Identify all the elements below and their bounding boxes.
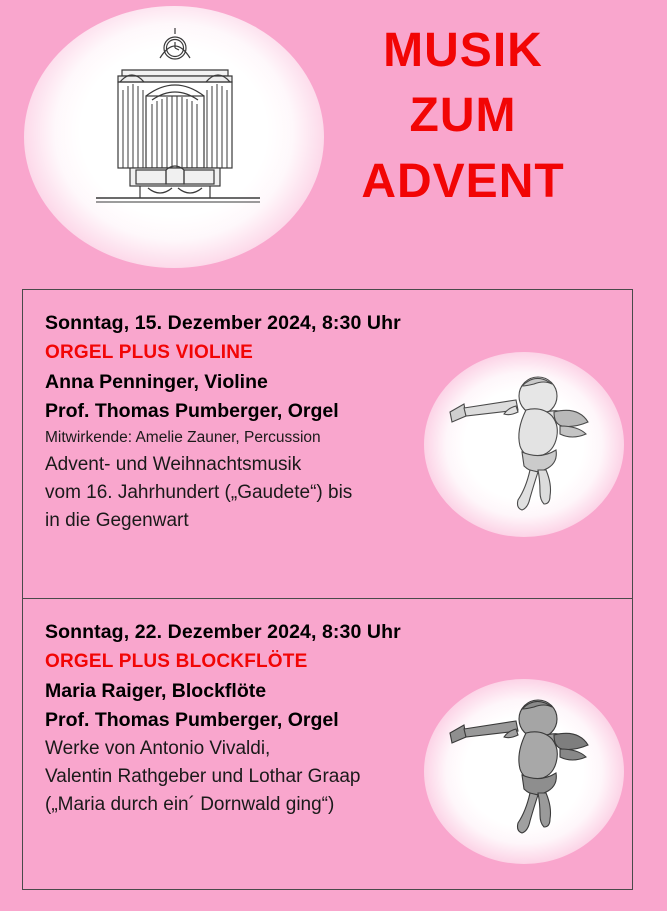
event-note: Mitwirkende: Amelie Zauner, Percussion: [45, 429, 321, 446]
poster-header: [0, 0, 667, 278]
event-description: Advent- und Weihnachtsmusik: [45, 454, 302, 475]
event-date: Sonntag, 22. Dezember 2024, 8:30 Uhr: [45, 621, 401, 643]
event-kind: ORGEL PLUS BLOCKFLÖTE: [45, 651, 308, 672]
angel-illustration: [424, 679, 624, 864]
event-description: Werke von Antonio Vivaldi,: [45, 738, 271, 759]
event-kind: ORGEL PLUS VIOLINE: [45, 342, 254, 363]
title-line-1: MUSIK: [383, 24, 543, 77]
event-performer: Maria Raiger, Blockflöte: [45, 680, 267, 702]
pipe-organ-icon: [60, 18, 290, 233]
event-description: („Maria durch ein´ Dornwald ging“): [45, 794, 335, 815]
trumpeting-angel-icon: [442, 687, 612, 857]
trumpeting-angel-icon: [442, 360, 612, 530]
poster-title: [293, 18, 633, 214]
event-description: Valentin Rathgeber und Lothar Graap: [45, 766, 361, 787]
title-line-2: ZUM: [409, 89, 517, 143]
title-line-3: ADVENT: [361, 154, 565, 208]
event-performer: Prof. Thomas Pumberger, Orgel: [45, 709, 339, 731]
event-panel: [22, 598, 633, 890]
event-date: Sonntag, 15. Dezember 2024, 8:30 Uhr: [45, 312, 401, 334]
event-panel: [22, 289, 633, 598]
angel-illustration: [424, 352, 624, 537]
event-description: vom 16. Jahrhundert („Gaudete“) bis: [45, 482, 353, 503]
event-performer: Anna Penninger, Violine: [45, 371, 268, 393]
event-description: in die Gegenwart: [45, 510, 189, 531]
event-performer: Prof. Thomas Pumberger, Orgel: [45, 400, 339, 422]
